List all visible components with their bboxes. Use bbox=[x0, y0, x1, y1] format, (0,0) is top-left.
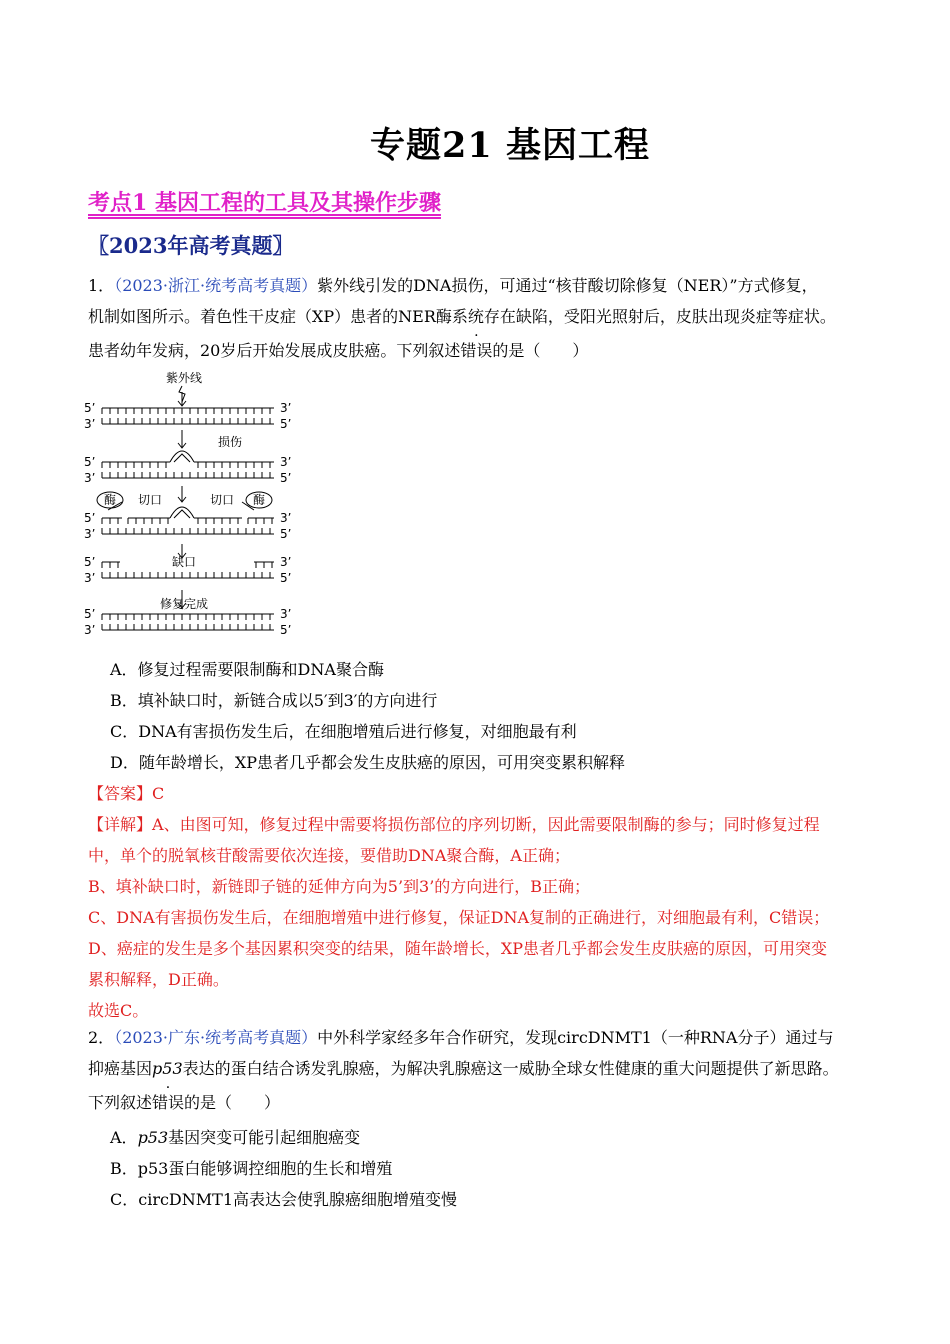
strand-end-label: 3’ bbox=[84, 527, 96, 541]
question-source: （2023·浙江·统考高考真题） bbox=[114, 276, 318, 295]
strand-bulge bbox=[174, 510, 190, 518]
option-b: B．填补缺口时，新链合成以5′到3′的方向进行 bbox=[110, 691, 438, 710]
strand-end-label: 5’ bbox=[84, 511, 96, 525]
strand-end-label: 3’ bbox=[280, 401, 292, 415]
section-heading: 考点1 基因工程的工具及其操作步骤 bbox=[88, 190, 441, 216]
strand-bulge bbox=[170, 451, 194, 462]
question-source: （2023·广东·统考高考真题） bbox=[114, 1028, 318, 1047]
emphasis-word: 错误 bbox=[152, 1093, 185, 1112]
q2-option-b: B．p53蛋白能够调控细胞的生长和增殖 bbox=[110, 1159, 393, 1178]
question-2-stem: 2．（2023·广东·统考高考真题）中外科学家经多年合作研究，发现circDNMT1（一种RNA分子）通过与 抑癌基因p53表达的蛋白结合诱发乳腺癌，为解决乳腺癌这一威胁全球女性健康的重大问题提供了新思路。 下列叙述错误的是（ ） bbox=[88, 1022, 868, 1118]
option-d: D．随年龄增长，XP患者几乎都会发生皮肤癌的原因，可用突变累积解释 bbox=[110, 753, 625, 772]
strand-end-label: 5’ bbox=[280, 571, 292, 585]
repaired-label: 修复完成 bbox=[160, 597, 209, 611]
strand-end-label: 3’ bbox=[280, 455, 292, 469]
enzyme-label-left: 酶 bbox=[104, 493, 117, 507]
subsection-heading: 〖2023年高考真题〗 bbox=[88, 233, 294, 258]
strand-end-label: 3’ bbox=[84, 417, 96, 431]
detail-tag: 【详解】 bbox=[88, 815, 153, 834]
cut-label-right: 切口 bbox=[210, 493, 235, 507]
option-c: C．DNA有害损伤发生后，在细胞增殖后进行修复，对细胞最有利 bbox=[110, 722, 577, 741]
strand-end-label: 5’ bbox=[280, 623, 292, 637]
strand-end-label: 3’ bbox=[280, 555, 292, 569]
uv-label: 紫外线 bbox=[166, 371, 203, 385]
enzyme-label-right: 酶 bbox=[253, 493, 266, 507]
question-number: 1． bbox=[88, 276, 115, 295]
question-number: 2． bbox=[88, 1028, 115, 1047]
strand-end-label: 3’ bbox=[280, 511, 292, 525]
damage-label: 损伤 bbox=[218, 435, 243, 449]
ner-repair-diagram bbox=[82, 368, 312, 643]
answer-tag: 【答案】 bbox=[88, 784, 153, 803]
strand-end-label: 3’ bbox=[280, 607, 292, 621]
question-1-stem: 1．（2023·浙江·统考高考真题）紫外线引发的DNA损伤，可通过“核苷酸切除修复（NER）”方式修复， 机制如图所示。着色性干皮症（XP）患者的NER酶系统存在缺陷，受阳光照射后，皮肤出现炎症等症状。 患者幼年发病，20岁后开始发展成皮肤癌。下列叙述错误的是（ ） bbox=[88, 276, 836, 360]
strand-end-label: 3’ bbox=[84, 571, 96, 585]
emphasis-word: 错误 bbox=[460, 341, 493, 360]
q2-option-c: C．circDNMT1高表达会使乳腺癌细胞增殖变慢 bbox=[110, 1190, 457, 1209]
strand-end-label: 5’ bbox=[84, 555, 96, 569]
strand-end-label: 5’ bbox=[84, 401, 96, 415]
q2-option-a: A．p53基因突变可能引起细胞癌变 bbox=[110, 1128, 361, 1147]
strand-bulge bbox=[174, 454, 190, 462]
strand-end-label: 5’ bbox=[280, 527, 292, 541]
option-a: A．修复过程需要限制酶和DNA聚合酶 bbox=[110, 660, 384, 679]
strand-end-label: 5’ bbox=[84, 607, 96, 621]
cut-label-left: 切口 bbox=[138, 493, 163, 507]
page-title: 专题21 基因工程 bbox=[370, 125, 650, 166]
answer-explanation: 【答案】C 【详解】A、由图可知，修复过程中需要将损伤部位的序列切断，因此需要限制酶的参与；同时修复过程 中，单个的脱氧核苷酸需要依次连接，要借助DNA聚合酶，A正确； B、填补缺口时，新链即子链的延伸方向为5’到3’的方向进行，B正确； C、DNA有害损伤发生后，在细胞增殖中进行修复，保证DNA复制的正确进行，对细胞最有利，C错误； D、癌症的发生是多个基因累积突变的结果，随年龄增长，XP患者几乎都会发生皮肤癌的原因，可用突变 累积解释，D正确。 故选C。 bbox=[88, 784, 830, 1020]
strand-end-label: 5’ bbox=[280, 471, 292, 485]
strand-end-label: 3’ bbox=[84, 623, 96, 637]
strand-end-label: 5’ bbox=[280, 417, 292, 431]
answer-value: C bbox=[152, 784, 165, 803]
strand-bulge bbox=[170, 507, 194, 518]
strand-end-label: 5’ bbox=[84, 455, 96, 469]
strand-end-label: 3’ bbox=[84, 471, 96, 485]
gap-label: 缺口 bbox=[172, 555, 197, 569]
